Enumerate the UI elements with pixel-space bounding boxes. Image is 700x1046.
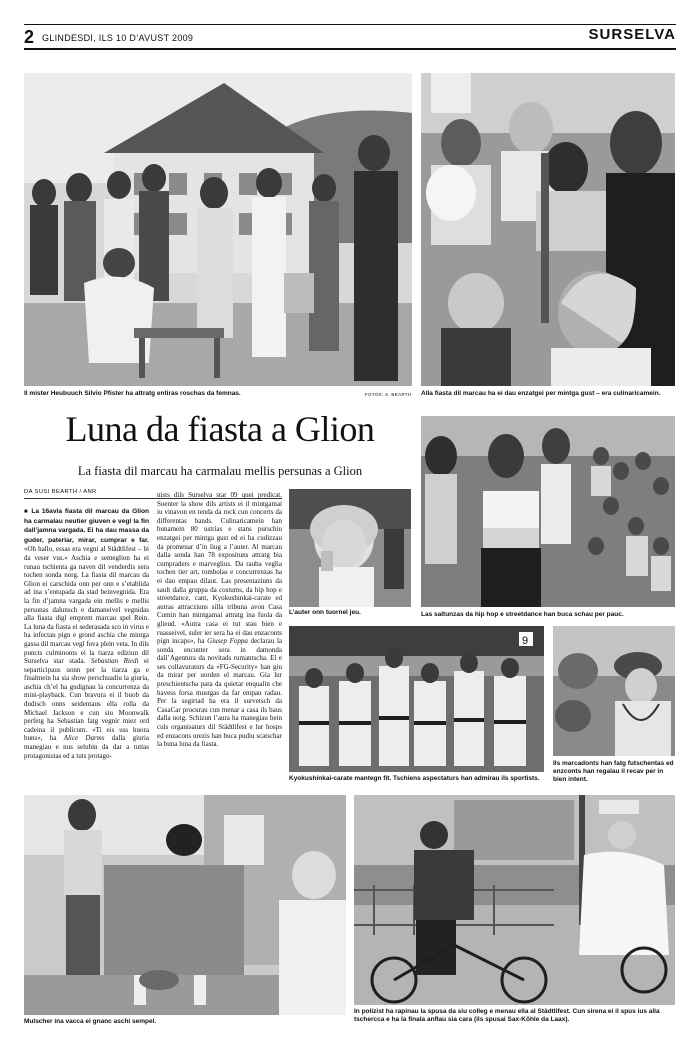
- article-column-2: [157, 491, 282, 749]
- photo-caption-girl: L’auter onn tuornel jeu.: [289, 609, 361, 616]
- person-name: Alice Darms: [63, 734, 105, 743]
- article-column-1: [24, 507, 149, 760]
- photo-caption-cow: Mulscher ina vacca ei gnanc aschi sempel.: [24, 1018, 157, 1025]
- person-name: Giusep Foppa: [207, 637, 248, 646]
- photo-market: [553, 626, 675, 756]
- photo-caption-crowd: Il mister Heubuuch Silvio Pfister ha attratg entiras roschas da femnas.: [24, 390, 241, 397]
- photo-caption-market: Ils marcadonts han fatg futschentas ed enzconts han regalau il recav per in bien intent.: [553, 760, 674, 783]
- article-text: «Oh hallo, essas era vegni al Städtlifest – bi da veser vus.» Aschia e semeglion ha ei runau tschienta ga naven dil venderdis sera tochen sonda norg. La fiasta dil marcau da Glion ei carschida onn per onn e s’etablida ad ina s’entupada da stad beinvegnida. Era la fin d’jamna vargada ein mellis e mellis persunas dalunsch e damaneivel vegnidas alla fiasta digl emprem marcau spel Rein. La luna da fiasta ei sederasada sco in virus e ha infectau pign e grond aschia che mintga gassa dil marcau vegl fuva plein veta. In dils puncts culminonts ei la tiarza ediziun dil Surselva star stada.: [24, 545, 149, 666]
- article-text: declarau la sonda encunter sera in damonda dall’Agentura da novitads rumantscha. El e ses collavuraturs da «FG-Security» han giu da mirar per uorden el marcau. Gia lur preschientscha para da quietar enqualin che havess forsa mustgas da far empau radau. Per la segirtad ha era il survetsch da CasaCar procurau cun menar a casa ils baus dalla notg. Schizun l’aura ha manegiau bein culs organisaturs dil Städtlifest e lur hosps ed enzacons urezis han buca pudiu scatschar la buna luna da fiasta.: [157, 637, 282, 749]
- photo-bike-bride: [354, 795, 675, 1005]
- photo-caption-dancers: Las saltunzas da hip hop e streetdance han buca schau per pauc.: [421, 611, 624, 618]
- page-date: GLINDESDI, ILS 10 D’AVUST 2009: [42, 33, 194, 43]
- article-headline: Luna da fiasta a Glion: [65, 409, 375, 449]
- article-text: dalla giuria manegiau e nus selubin da dar a tuttas protagonistas ed a tuts protago-: [24, 734, 149, 760]
- lead-marker: ■: [24, 509, 29, 515]
- photo-credit: FOTOS: S. BEARTH: [365, 392, 412, 397]
- section-title: SURSELVA: [588, 26, 676, 43]
- article-text: ei separticipaus uonn per la tiarza ga e finalmein ha sia show perschuadiu la giuria, aschia ch’el ha gudignau la concurrenza da mini-playback. Cun bravura ei il buob da dudisch onns seidentaus ella rolla da Michael Jackson e cun siu Moonwalk perfetg ha Sebastian fatg vegnir miez ord cadeina il publicum. «Ti eis uss huora buns», ha: [24, 657, 149, 743]
- page-number: 2: [24, 27, 35, 47]
- photo-caption-culinary: Alla fiasta dil marcau ha ei dau enzatgei per mintga gust – era culinaricamein.: [421, 390, 661, 397]
- article-text: nists dils Surselva star 09 quei predicat. Suenter la show dils artists ei il mintgamai iu vinavon en tenda da rock cun concerts da differentas bands. Culinaricamein han bunamein 80 ustrias e stans purschiu enzatgei per mintga gust ed ei ha cudizzau da promenar d’in liug a l’auter. Al marcau dalla sonda han 78 exposituns attratg bia cumpraders e marveglius. Da rauba veglia tochen tier art, tombolas e concurrenzas ha ei dau empau dilaut. Las presentaziuns da sault dalla gruppa da costums, da hip hop e streetdance, cant, Kyokushinkai-carate ed autras attracziuns silla tribuna avon Casa Cumin han mintgamai attratg ina fuola da glieud. «Autra casa ei tut stau bien e ruasseivel, suler ier sera ha ei dau enzaconts pign incaps», ha: [157, 491, 282, 646]
- photo-crowd-culinary: [421, 73, 675, 386]
- header-bottom-rule: [24, 48, 676, 50]
- photo-caption-karate: Kyokushinkai-carate mantegn fit. Tschiens aspectaturs han admirau ils sportists.: [289, 775, 540, 782]
- photo-caption-bike: In polizist ha rapinau la spusa da siu colleg e menau ella al Städtlifest. Cun sirena ei il spus ius alla tschercca e ha la finala anflau sia cara (ils spusai Sax-Köhle da Laax).: [354, 1008, 660, 1023]
- photo-girl: [289, 489, 411, 607]
- article-lead: La 16avla fiasta dil marcau da Glion ha carmalau neutier giuven e vegl la fin dall’jamna vargada. Ei ha dau massa da guder, paterlar, mirar, cumprar e far.: [24, 508, 149, 544]
- photo-karate: [289, 626, 544, 772]
- article-subheadline: La fiasta dil marcau ha carmalau mellis persunas a Glion: [77, 464, 363, 478]
- photo-crowd-building: [24, 73, 412, 386]
- photo-cow: [24, 795, 346, 1015]
- article-byline: DA SUSI BEARTH / ANR: [24, 489, 97, 495]
- photo-dancers: [421, 416, 675, 607]
- karate-sign-number: 9: [522, 635, 529, 647]
- header-top-rule: [24, 24, 676, 25]
- person-name: Sebastian Riedi: [90, 657, 139, 666]
